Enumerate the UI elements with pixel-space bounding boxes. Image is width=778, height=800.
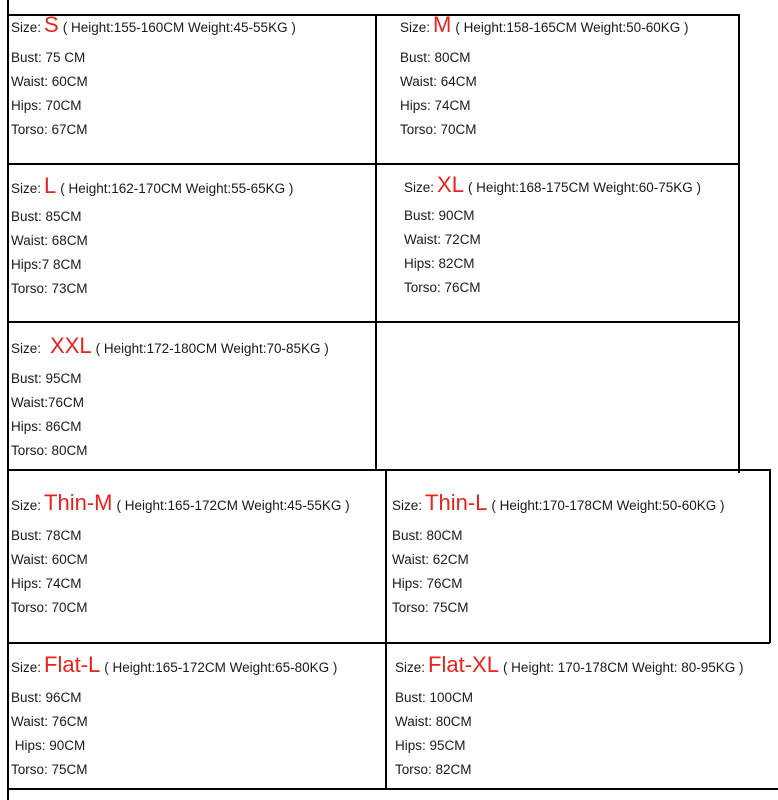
measurement-list: [11, 367, 329, 463]
hips-value: Hips: 74CM: [400, 98, 471, 113]
size-header: [11, 335, 329, 357]
grid-line: [8, 788, 778, 790]
torso-value: Torso: 70CM: [11, 600, 88, 615]
torso-value: Torso: 73CM: [11, 281, 88, 296]
size-label: Size:: [392, 498, 423, 513]
bust-value: Bust: 78CM: [11, 528, 82, 543]
size-spec: ( Height:162-170CM Weight:55-65KG ): [60, 181, 294, 196]
measurement-list: [392, 524, 725, 620]
waist-value: Waist: 68CM: [11, 233, 88, 248]
size-spec: ( Height:155-160CM Weight:45-55KG ): [62, 20, 296, 35]
torso-value: Torso: 80CM: [11, 443, 88, 458]
size-header: [392, 492, 725, 514]
waist-value: Waist: 64CM: [400, 74, 477, 89]
waist-value: Waist: 80CM: [395, 714, 472, 729]
size-label: Size:: [11, 20, 42, 35]
torso-value: Torso: 76CM: [404, 280, 481, 295]
grid-line: [385, 469, 387, 788]
size-label: Size:: [11, 181, 42, 196]
size-header: [400, 14, 688, 36]
grid-line: [8, 469, 770, 471]
size-label: Size:: [400, 20, 431, 35]
size-spec: ( Height:168-175CM Weight:60-75KG ): [467, 180, 702, 195]
size-header: [11, 654, 337, 676]
bust-value: Bust: 96CM: [11, 690, 82, 705]
size-label: Size:: [395, 660, 426, 675]
hips-value: Hips: 86CM: [11, 419, 82, 434]
size-card-l: [11, 175, 293, 301]
size-name: S: [44, 12, 59, 37]
grid-line: [769, 469, 771, 643]
size-card-flat-xl: [395, 654, 744, 782]
measurement-list: [11, 205, 293, 301]
size-spec: ( Height:172-180CM Weight:70-85KG ): [95, 341, 329, 356]
size-name: Thin-M: [44, 492, 113, 515]
waist-value: Waist: 60CM: [11, 74, 88, 89]
size-spec: ( Height:165-172CM Weight:45-55KG ): [116, 498, 350, 513]
torso-value: Torso: 70CM: [400, 122, 477, 137]
size-label: Size:: [404, 180, 435, 195]
size-name: Thin-L: [425, 490, 488, 515]
grid-line: [8, 642, 770, 644]
hips-value: Hips: 74CM: [11, 576, 82, 591]
torso-value: Torso: 67CM: [11, 122, 88, 137]
size-label: Size:: [11, 660, 42, 675]
hips-value: Hips:7 8CM: [11, 257, 82, 272]
size-header: [395, 654, 744, 676]
size-label: Size:: [11, 498, 42, 513]
measurement-list: [11, 686, 337, 782]
size-label: Size:: [11, 341, 42, 356]
measurement-list: [11, 46, 296, 142]
grid-line: [8, 321, 740, 323]
size-spec: ( Height:165-172CM Weight:65-80KG ): [104, 660, 338, 675]
bust-value: Bust: 100CM: [395, 690, 474, 705]
size-name: Flat-L: [44, 652, 101, 677]
size-name: M: [433, 12, 452, 37]
size-header: [404, 174, 701, 196]
hips-value: Hips: 90CM: [11, 738, 86, 753]
size-card-thin-m: [11, 492, 384, 620]
size-card-s: [11, 14, 296, 142]
hips-value: Hips: 76CM: [392, 576, 463, 591]
size-name: L: [44, 173, 57, 198]
torso-value: Torso: 75CM: [11, 762, 88, 777]
size-spec: ( Height: 170-178CM Weight: 80-95KG ): [502, 660, 744, 675]
size-header: [11, 14, 296, 36]
size-spec: ( Height:158-165CM Weight:50-60KG ): [455, 20, 689, 35]
size-name: Flat-XL: [428, 652, 499, 677]
measurement-list: [400, 46, 688, 142]
grid-line: [8, 163, 740, 165]
torso-value: Torso: 82CM: [395, 762, 472, 777]
waist-value: Waist: 60CM: [11, 552, 88, 567]
size-card-xl: [404, 174, 701, 300]
size-spec: ( Height:170-178CM Weight:50-60KG ): [491, 498, 725, 513]
measurement-list: [395, 686, 744, 782]
size-header: [11, 492, 384, 514]
bust-value: Bust: 95CM: [11, 371, 82, 386]
size-card-thin-l: [392, 492, 725, 620]
size-header: [11, 175, 293, 197]
bust-value: Bust: 90CM: [404, 208, 475, 223]
bust-value: Bust: 75 CM: [11, 50, 86, 65]
hips-value: Hips: 82CM: [404, 256, 475, 271]
waist-value: Waist:76CM: [11, 395, 85, 410]
measurement-list: [11, 524, 384, 620]
grid-line: [375, 14, 377, 470]
bust-value: Bust: 85CM: [11, 209, 82, 224]
waist-value: Waist: 62CM: [392, 552, 469, 567]
size-name: XL: [437, 172, 464, 197]
grid-line: [738, 14, 740, 473]
size-card-xxl: [11, 335, 329, 463]
waist-value: Waist: 72CM: [404, 232, 481, 247]
grid-line: [7, 0, 9, 800]
measurement-list: [404, 204, 701, 300]
waist-value: Waist: 76CM: [11, 714, 88, 729]
size-card-m: [400, 14, 688, 142]
torso-value: Torso: 75CM: [392, 600, 469, 615]
bust-value: Bust: 80CM: [392, 528, 463, 543]
hips-value: Hips: 95CM: [395, 738, 466, 753]
hips-value: Hips: 70CM: [11, 98, 82, 113]
bust-value: Bust: 80CM: [400, 50, 471, 65]
size-name: XXL: [50, 333, 92, 358]
size-card-flat-l: [11, 654, 337, 782]
